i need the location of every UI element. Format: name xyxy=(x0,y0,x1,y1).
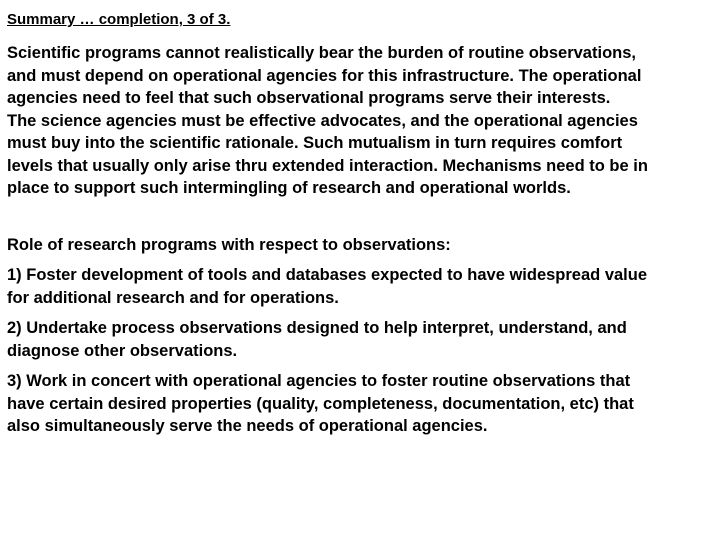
point-line: 1) Foster development of tools and databases expected to have widespread value xyxy=(7,266,648,284)
intro-paragraph xyxy=(7,42,715,200)
point-line: have certain desired properties (quality, completeness, documentation, etc) that xyxy=(7,394,634,413)
point-line: diagnose other observations. xyxy=(7,341,238,360)
spacer xyxy=(7,309,715,317)
slide-title: Summary … completion, 3 of 3. xyxy=(7,11,231,28)
intro-line: Scientific programs cannot realistically bear the burden of routine observations, xyxy=(7,44,636,62)
point-line: 2) Undertake process observations designed to help interpret, understand, and xyxy=(7,319,627,337)
point-1 xyxy=(7,264,715,309)
spacer xyxy=(7,226,715,234)
point-line: for additional research and for operations. xyxy=(7,288,339,307)
point-line: also simultaneously serve the needs of operational agencies. xyxy=(7,417,488,435)
spacer xyxy=(7,256,715,264)
intro-line: levels that usually only arise thru extended interaction. Mechanisms need to be in xyxy=(7,156,648,175)
spacer xyxy=(7,200,715,226)
spacer xyxy=(7,362,715,370)
point-2 xyxy=(7,317,715,362)
point-3 xyxy=(7,370,715,438)
role-heading: Role of research programs with respect to observations: xyxy=(7,235,451,254)
intro-line: and must depend on operational agencies for this infrastructure. The operational xyxy=(7,66,642,85)
intro-line: must buy into the scientific rationale. Such mutualism in turn requires comfort xyxy=(7,134,623,152)
slide-content xyxy=(7,10,715,438)
intro-line: agencies need to feel that such observational programs serve their interests. xyxy=(7,89,611,107)
intro-line: place to support such intermingling of research and operational worlds. xyxy=(7,179,571,197)
point-line: 3) Work in concert with operational agencies to foster routine observations that xyxy=(7,372,631,390)
intro-line: The science agencies must be effective advocates, and the operational agencies xyxy=(7,111,638,130)
